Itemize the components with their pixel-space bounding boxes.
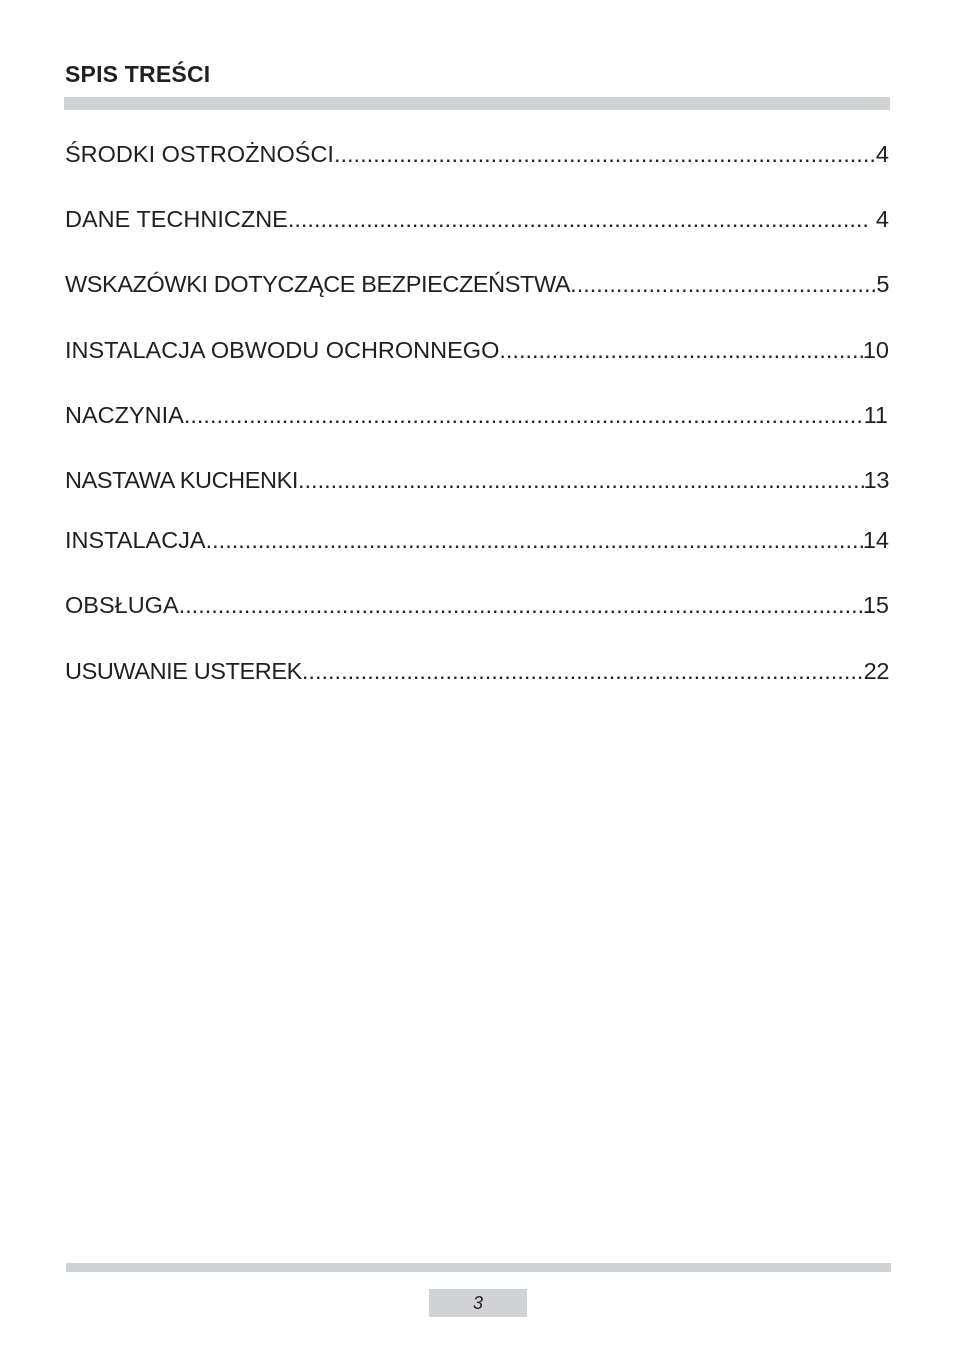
page-title: SPIS TREŚCI bbox=[65, 61, 211, 87]
toc-entry-label: USUWANIE USTEREK bbox=[65, 658, 302, 684]
toc-dot-leader bbox=[298, 466, 864, 494]
toc-entry-label: INSTALACJA bbox=[65, 527, 206, 553]
page-number bbox=[429, 1289, 527, 1317]
toc-dot-leader bbox=[184, 401, 864, 429]
toc-entry-page: 4 bbox=[869, 206, 889, 232]
toc-entry-label: ŚRODKI OSTROŻNOŚCI bbox=[65, 141, 334, 167]
toc-dot-leader bbox=[206, 526, 863, 554]
toc-entry-obsluga[interactable] bbox=[65, 591, 889, 619]
toc-entry-nastawa-kuchenki[interactable] bbox=[65, 466, 889, 494]
toc-entry-label: NASTAWA KUCHENKI bbox=[65, 467, 298, 493]
toc-entry-srodki-ostroznosci[interactable] bbox=[65, 140, 889, 168]
toc-entry-label: OBSŁUGA bbox=[65, 592, 179, 618]
toc-entry-page: 11 bbox=[863, 402, 888, 428]
toc-entry-instalacja[interactable] bbox=[65, 526, 889, 554]
footer-divider bbox=[66, 1263, 891, 1272]
toc-entry-page: 13 bbox=[863, 467, 889, 493]
toc-dot-leader bbox=[288, 205, 870, 233]
toc-entry-wskazowki-bezpieczenstwa[interactable] bbox=[65, 270, 889, 298]
toc-entry-label: WSKAZÓWKI DOTYCZĄCE BEZPIECZEŃSTWA bbox=[65, 271, 571, 297]
toc-entry-page: 15 bbox=[862, 592, 889, 618]
toc-dot-leader bbox=[334, 140, 876, 168]
toc-entry-page: 22 bbox=[863, 658, 889, 684]
toc-entry-dane-techniczne[interactable] bbox=[65, 205, 889, 233]
toc-dot-leader bbox=[570, 270, 876, 298]
toc-entry-label: INSTALACJA OBWODU OCHRONNEGO bbox=[65, 337, 500, 363]
toc-entry-page: 10 bbox=[862, 337, 889, 363]
toc-entry-page: 14 bbox=[862, 527, 889, 553]
toc-dot-leader bbox=[179, 591, 863, 619]
toc-dot-leader bbox=[499, 336, 862, 364]
toc-entry-label: NACZYNIA bbox=[65, 402, 184, 428]
header-divider bbox=[64, 97, 890, 110]
toc-entry-label: DANE TECHNICZNE bbox=[65, 206, 288, 232]
toc-entry-naczynia[interactable] bbox=[65, 401, 888, 429]
toc-entry-usuwanie-usterek[interactable] bbox=[65, 657, 889, 685]
toc-dot-leader bbox=[302, 657, 864, 685]
toc-entry-page: 4 bbox=[875, 141, 889, 167]
toc-entry-page: 5 bbox=[876, 271, 889, 297]
page-number-text: 3 bbox=[472, 1292, 483, 1313]
toc-entry-instalacja-obwodu-ochronnego[interactable] bbox=[65, 336, 889, 364]
